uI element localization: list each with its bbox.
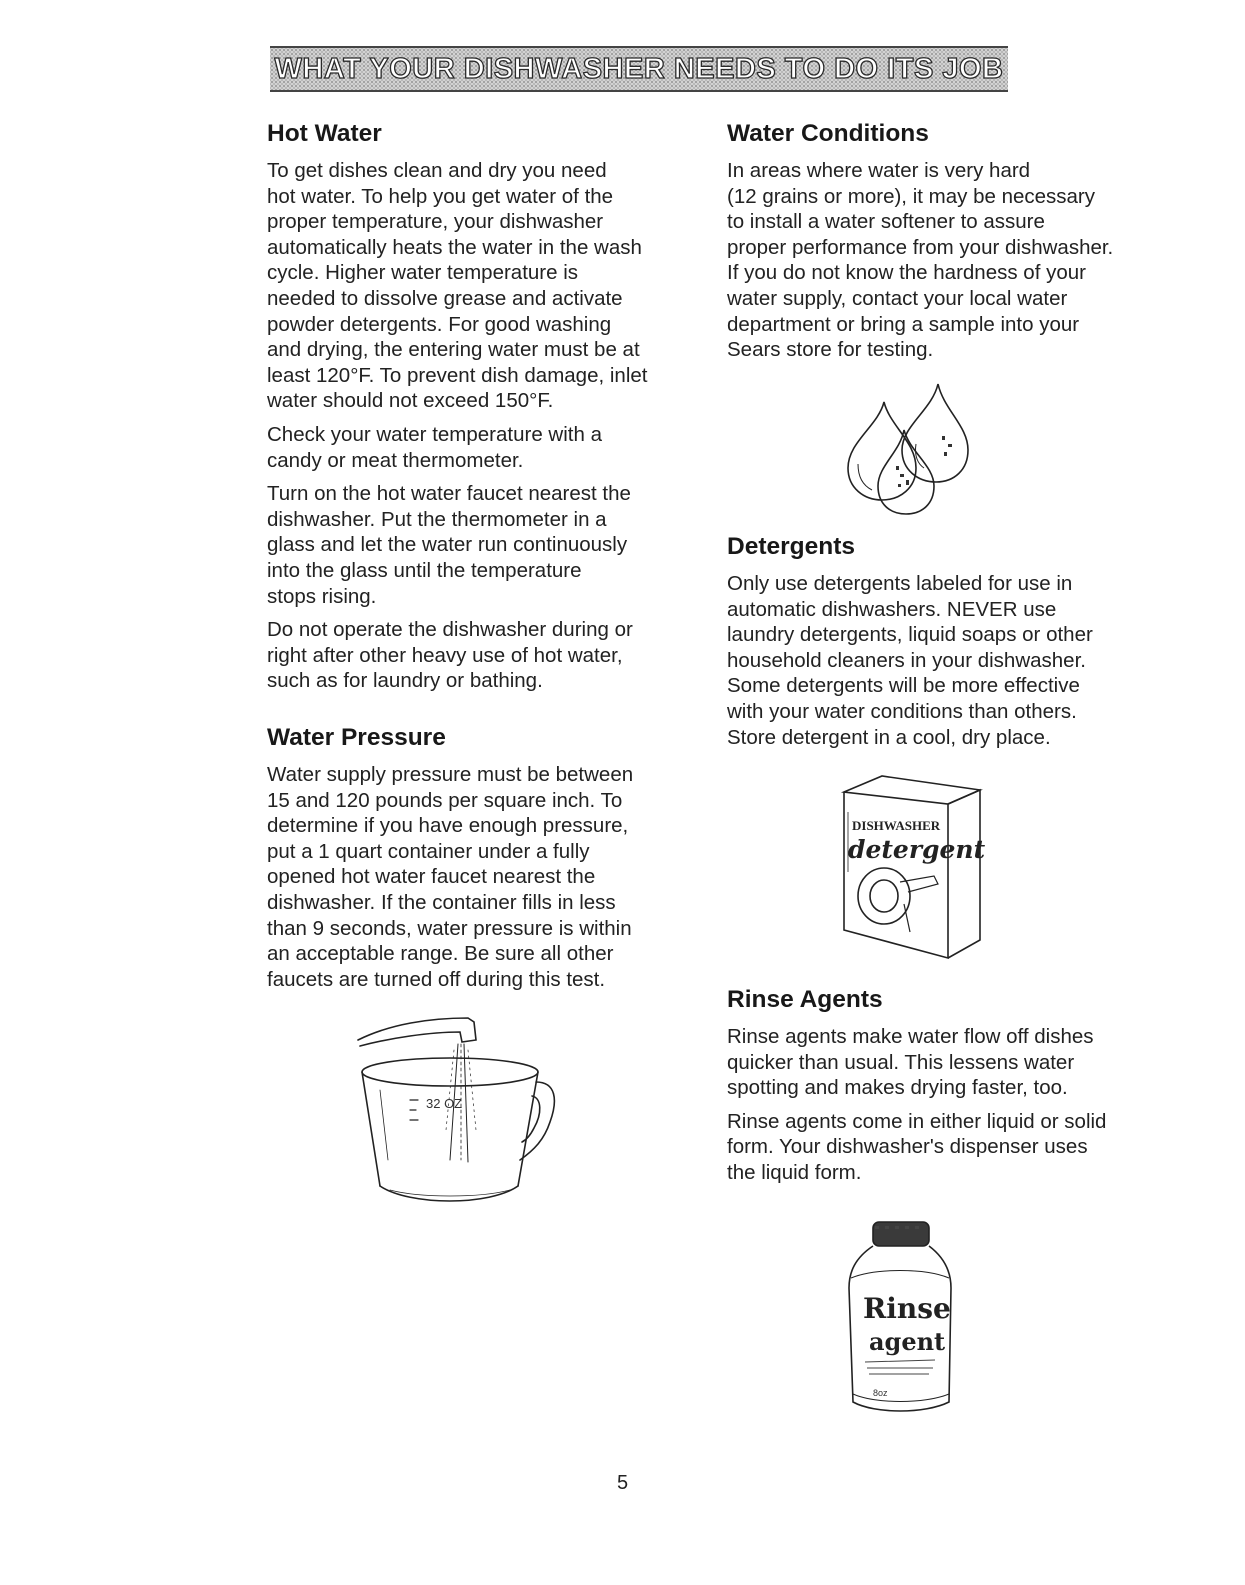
text-line: powder detergents. For good washing [267, 312, 612, 336]
water-conditions-paragraph [727, 158, 1162, 363]
text-line: (12 grains or more), it may be necessary [727, 184, 1095, 208]
bottle-label-rinse: Rinse [863, 1292, 951, 1325]
text-line: Some detergents will be more effective [727, 674, 1080, 698]
text-line: If you do not know the hardness of your [727, 261, 1086, 285]
page-number: 5 [616, 1472, 629, 1494]
text-line: In areas where water is very hard [727, 159, 1031, 182]
text-line: dishwasher. If the container fills in less [267, 890, 616, 914]
detergent-box-illustration [838, 772, 988, 962]
hot-water-section [267, 118, 712, 694]
hot-water-paragraph-4 [267, 617, 712, 694]
text-line: with your water conditions than others. [727, 699, 1077, 723]
text-line: to install a water softener to assure [727, 210, 1045, 234]
text-line: Check your water temperature with a [267, 422, 602, 446]
text-line: laundry detergents, liquid soaps or other [727, 623, 1093, 647]
text-line: Turn on the hot water faucet nearest the [267, 482, 631, 506]
text-line: into the glass until the temperature [267, 558, 582, 582]
water-pressure-section [267, 722, 712, 992]
text-line: form. Your dishwasher's dispenser uses [727, 1135, 1088, 1159]
text-line: water should not exceed 150°F. [267, 389, 554, 413]
text-line: Rinse agents make water flow off dishes [727, 1025, 1094, 1048]
hot-water-paragraph-1 [267, 158, 712, 414]
text-line: Store detergent in a cool, dry place. [727, 725, 1051, 749]
text-line: hot water. To help you get water of the [267, 184, 614, 208]
text-line: spotting and makes drying faster, too. [727, 1076, 1068, 1100]
water-pressure-paragraph [267, 762, 712, 992]
text-line: determine if you have enough pressure, [267, 814, 629, 838]
text-line: proper performance from your dishwasher. [727, 235, 1114, 259]
bottle-label-agent: agent [869, 1327, 946, 1356]
banner-title: WHAT YOUR DISHWASHER NEEDS TO DO ITS JOB [274, 52, 1004, 85]
text-line: Only use detergents labeled for use in [727, 572, 1073, 595]
text-line: put a 1 quart container under a fully [267, 839, 590, 863]
rinse-agent-bottle-illustration [845, 1218, 955, 1418]
text-line: an acceptable range. Be sure all other [267, 942, 614, 966]
text-line: Rinse agents come in either liquid or solid [727, 1109, 1107, 1133]
text-line: water supply, contact your local water [727, 286, 1068, 310]
text-line: To get dishes clean and dry you need [267, 159, 607, 182]
box-label-top: DISHWASHER [852, 818, 941, 833]
water-conditions-section [727, 118, 1162, 363]
text-line: such as for laundry or bathing. [267, 669, 543, 693]
rinse-bottle-icon [845, 1218, 955, 1418]
text-line: cycle. Higher water temperature is [267, 261, 579, 285]
water-drops-illustration [842, 380, 972, 520]
text-line: the liquid form. [727, 1160, 862, 1184]
text-line: Water supply pressure must be between [267, 763, 634, 786]
water-pressure-heading: Water Pressure [267, 724, 446, 751]
text-line: opened hot water faucet nearest the [267, 865, 596, 889]
text-line: automatically heats the water in the wash [267, 235, 642, 259]
text-line: least 120°F. To prevent dish damage, inlet [267, 363, 648, 387]
cup-label: 32 OZ [426, 1096, 463, 1111]
text-line: candy or meat thermometer. [267, 448, 524, 472]
rinse-agents-paragraph-2 [727, 1109, 1162, 1186]
text-line: automatic dishwashers. NEVER use [727, 597, 1057, 621]
bottle-size-label: 8oz [873, 1388, 888, 1398]
water-drops-icon [842, 380, 972, 520]
detergent-box-icon [838, 772, 988, 962]
measuring-cup-icon [350, 1010, 560, 1210]
text-line: needed to dissolve grease and activate [267, 286, 623, 310]
detergents-section [727, 531, 1162, 750]
text-line: 15 and 120 pounds per square inch. To [267, 788, 623, 812]
box-label-main: detergent [848, 835, 986, 864]
detergents-heading: Detergents [727, 533, 855, 560]
text-line: proper temperature, your dishwasher [267, 210, 604, 234]
text-line: and drying, the entering water must be at [267, 338, 640, 362]
section-banner [270, 46, 1008, 92]
text-line: dishwasher. Put the thermometer in a [267, 507, 607, 531]
text-line: Sears store for testing. [727, 338, 934, 362]
rinse-agents-heading: Rinse Agents [727, 986, 883, 1013]
text-line: than 9 seconds, water pressure is within [267, 916, 632, 940]
water-conditions-heading: Water Conditions [727, 120, 929, 147]
hot-water-paragraph-3 [267, 481, 712, 609]
measuring-cup-illustration [350, 1010, 560, 1210]
text-line: glass and let the water run continuously [267, 533, 628, 557]
hot-water-heading: Hot Water [267, 120, 382, 147]
hot-water-paragraph-2 [267, 422, 712, 473]
text-line: right after other heavy use of hot water, [267, 643, 623, 667]
rinse-agents-section [727, 984, 1162, 1186]
text-line: stops rising. [267, 584, 377, 608]
detergents-paragraph [727, 571, 1162, 750]
text-line: department or bring a sample into your [727, 312, 1080, 336]
text-line: Do not operate the dishwasher during or [267, 618, 633, 642]
text-line: quicker than usual. This lessens water [727, 1050, 1075, 1074]
text-line: household cleaners in your dishwasher. [727, 648, 1086, 672]
rinse-agents-paragraph-1 [727, 1024, 1162, 1101]
text-line: faucets are turned off during this test. [267, 967, 606, 991]
